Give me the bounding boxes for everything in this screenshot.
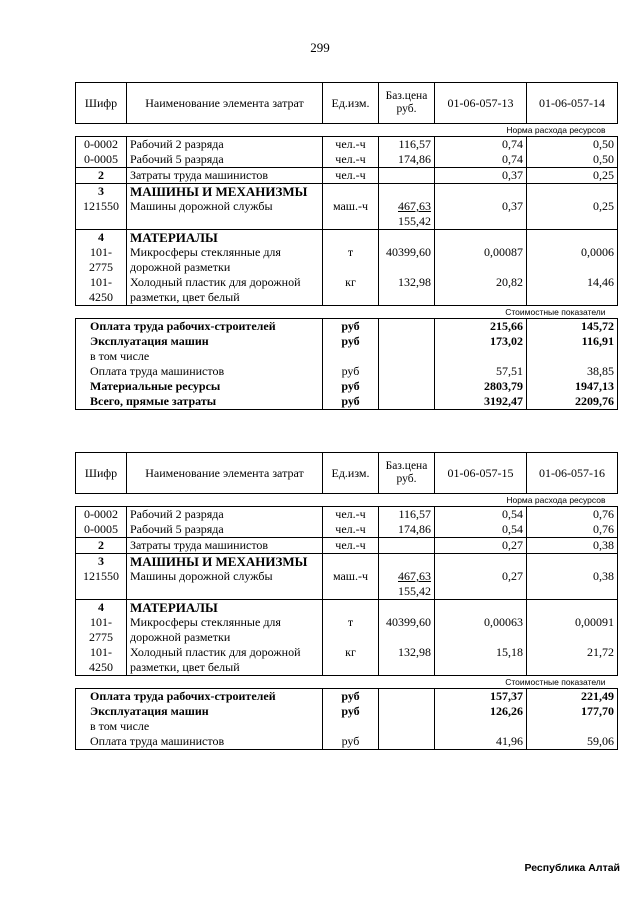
code-cell: 3 bbox=[76, 554, 127, 570]
unit-cell bbox=[323, 554, 379, 570]
totals-value bbox=[527, 349, 618, 364]
totals-unit: руб bbox=[323, 379, 379, 394]
totals-row bbox=[76, 719, 618, 734]
totals-value: 221,49 bbox=[527, 689, 618, 705]
value-cell: 0,74 bbox=[435, 152, 527, 168]
name-cell: Машины дорожной службы bbox=[127, 569, 323, 600]
table-row bbox=[76, 184, 618, 200]
totals-empty bbox=[379, 379, 435, 394]
price-cell bbox=[379, 184, 435, 200]
unit-cell: чел.-ч bbox=[323, 168, 379, 184]
totals-value bbox=[527, 719, 618, 734]
totals-value bbox=[435, 719, 527, 734]
table-row bbox=[76, 168, 618, 184]
code-cell: 2 bbox=[76, 538, 127, 554]
totals-empty bbox=[379, 734, 435, 750]
name-cell: МАТЕРИАЛЫ bbox=[127, 230, 323, 246]
totals-value: 116,91 bbox=[527, 334, 618, 349]
totals-unit: руб bbox=[323, 734, 379, 750]
unit-cell: чел.-ч bbox=[323, 137, 379, 153]
price-cell bbox=[379, 230, 435, 246]
totals-name: Оплата труда машинистов bbox=[76, 364, 323, 379]
totals-row bbox=[76, 704, 618, 719]
price-secondary: 155,42 bbox=[398, 214, 431, 228]
header-name: Наименование элемента затрат bbox=[127, 83, 323, 124]
value-cell: 20,82 bbox=[435, 275, 527, 306]
header-col1: 01-06-057-13 bbox=[435, 83, 527, 124]
code-cell: 101-4250 bbox=[76, 275, 127, 306]
value-cell bbox=[435, 184, 527, 200]
name-cell: Рабочий 5 разряда bbox=[127, 522, 323, 538]
table-row bbox=[76, 507, 618, 523]
totals-name: Эксплуатация машин bbox=[76, 704, 323, 719]
totals-row bbox=[76, 364, 618, 379]
table-header-row bbox=[76, 83, 618, 124]
code-cell: 121550 bbox=[76, 199, 127, 230]
price-secondary: 155,42 bbox=[398, 584, 431, 598]
code-cell: 101-4250 bbox=[76, 645, 127, 676]
name-cell: Микросферы стеклянные для дорожной разметки bbox=[127, 245, 323, 275]
totals-empty bbox=[379, 319, 435, 335]
table-row bbox=[76, 600, 618, 616]
price-value: 174,86 bbox=[398, 152, 431, 166]
table-row bbox=[76, 522, 618, 538]
table-row bbox=[76, 199, 618, 230]
totals-value: 177,70 bbox=[527, 704, 618, 719]
value-cell bbox=[435, 230, 527, 246]
totals-unit bbox=[323, 719, 379, 734]
totals-name: Оплата труда машинистов bbox=[76, 734, 323, 750]
totals-name: в том числе bbox=[76, 719, 323, 734]
price-value: 467,63 bbox=[398, 569, 431, 583]
totals-empty bbox=[379, 394, 435, 410]
price-cell bbox=[379, 168, 435, 184]
code-cell: 2 bbox=[76, 168, 127, 184]
table-row bbox=[76, 538, 618, 554]
price-cell bbox=[379, 199, 435, 230]
totals-value: 38,85 bbox=[527, 364, 618, 379]
unit-cell: чел.-ч bbox=[323, 507, 379, 523]
unit-cell bbox=[323, 230, 379, 246]
totals-row bbox=[76, 319, 618, 335]
code-cell: 3 bbox=[76, 184, 127, 200]
price-cell bbox=[379, 600, 435, 616]
unit-cell: т bbox=[323, 245, 379, 275]
code-cell: 0-0002 bbox=[76, 137, 127, 153]
value-cell: 0,00063 bbox=[435, 615, 527, 645]
name-cell: Рабочий 2 разряда bbox=[127, 137, 323, 153]
name-cell: Рабочий 5 разряда bbox=[127, 152, 323, 168]
totals-empty bbox=[379, 719, 435, 734]
cost-label-row bbox=[76, 676, 618, 689]
name-cell: МАТЕРИАЛЫ bbox=[127, 600, 323, 616]
table-row bbox=[76, 275, 618, 306]
value-cell bbox=[527, 184, 618, 200]
value-cell: 14,46 bbox=[527, 275, 618, 306]
unit-cell: т bbox=[323, 615, 379, 645]
totals-value: 157,37 bbox=[435, 689, 527, 705]
table-header-row bbox=[76, 453, 618, 494]
value-cell: 21,72 bbox=[527, 645, 618, 676]
unit-cell: чел.-ч bbox=[323, 522, 379, 538]
table-row bbox=[76, 645, 618, 676]
totals-unit: руб bbox=[323, 364, 379, 379]
totals-value: 3192,47 bbox=[435, 394, 527, 410]
unit-cell bbox=[323, 600, 379, 616]
totals-value: 215,66 bbox=[435, 319, 527, 335]
norm-label-row bbox=[76, 124, 618, 137]
value-cell bbox=[527, 600, 618, 616]
name-cell: Холодный пластик для дорожной разметки, цвет белый bbox=[127, 645, 323, 676]
price-value: 132,98 bbox=[398, 645, 431, 659]
resource-table-2 bbox=[75, 452, 618, 750]
totals-row bbox=[76, 349, 618, 364]
norm-label-row bbox=[76, 494, 618, 507]
header-name: Наименование элемента затрат bbox=[127, 453, 323, 494]
price-cell bbox=[379, 137, 435, 153]
totals-row bbox=[76, 334, 618, 349]
code-cell: 0-0005 bbox=[76, 152, 127, 168]
value-cell: 0,38 bbox=[527, 569, 618, 600]
value-cell: 0,0006 bbox=[527, 245, 618, 275]
header-col2: 01-06-057-14 bbox=[527, 83, 618, 124]
unit-cell: кг bbox=[323, 645, 379, 676]
value-cell: 0,37 bbox=[435, 168, 527, 184]
totals-value: 145,72 bbox=[527, 319, 618, 335]
totals-unit: руб bbox=[323, 704, 379, 719]
totals-empty bbox=[379, 689, 435, 705]
totals-row bbox=[76, 379, 618, 394]
name-cell: Микросферы стеклянные для дорожной разметки bbox=[127, 615, 323, 645]
totals-name: Эксплуатация машин bbox=[76, 334, 323, 349]
totals-unit: руб bbox=[323, 319, 379, 335]
totals-value: 2209,76 bbox=[527, 394, 618, 410]
page-number: 299 bbox=[310, 40, 330, 55]
code-cell: 0-0005 bbox=[76, 522, 127, 538]
value-cell: 0,37 bbox=[435, 199, 527, 230]
value-cell bbox=[527, 230, 618, 246]
price-cell bbox=[379, 645, 435, 676]
totals-value: 1947,13 bbox=[527, 379, 618, 394]
price-cell bbox=[379, 245, 435, 275]
price-cell bbox=[379, 615, 435, 645]
header-col1: 01-06-057-15 bbox=[435, 453, 527, 494]
price-value: 132,98 bbox=[398, 275, 431, 289]
totals-unit: руб bbox=[323, 394, 379, 410]
value-cell: 15,18 bbox=[435, 645, 527, 676]
header-code: Шифр bbox=[76, 83, 127, 124]
unit-cell: чел.-ч bbox=[323, 538, 379, 554]
value-cell bbox=[435, 554, 527, 570]
price-cell bbox=[379, 507, 435, 523]
name-cell: Холодный пластик для дорожной разметки, цвет белый bbox=[127, 275, 323, 306]
value-cell: 0,00091 bbox=[527, 615, 618, 645]
price-cell bbox=[379, 275, 435, 306]
table-row bbox=[76, 569, 618, 600]
unit-cell bbox=[323, 184, 379, 200]
totals-name: Оплата труда рабочих-строителей bbox=[76, 319, 323, 335]
norm-label: Норма расхода ресурсов bbox=[76, 494, 618, 507]
value-cell bbox=[435, 600, 527, 616]
totals-empty bbox=[379, 334, 435, 349]
table-row bbox=[76, 554, 618, 570]
price-cell bbox=[379, 152, 435, 168]
totals-row bbox=[76, 394, 618, 410]
table-row bbox=[76, 152, 618, 168]
name-cell: Машины дорожной службы bbox=[127, 199, 323, 230]
price-value: 40399,60 bbox=[386, 245, 431, 259]
norm-label: Норма расхода ресурсов bbox=[76, 124, 618, 137]
cost-label-row bbox=[76, 306, 618, 319]
value-cell: 0,76 bbox=[527, 522, 618, 538]
totals-name: Всего, прямые затраты bbox=[76, 394, 323, 410]
price-cell bbox=[379, 569, 435, 600]
value-cell: 0,25 bbox=[527, 199, 618, 230]
totals-row bbox=[76, 734, 618, 750]
value-cell: 0,25 bbox=[527, 168, 618, 184]
name-cell: МАШИНЫ И МЕХАНИЗМЫ bbox=[127, 184, 323, 200]
unit-cell: кг bbox=[323, 275, 379, 306]
totals-unit: руб bbox=[323, 334, 379, 349]
price-cell bbox=[379, 538, 435, 554]
totals-unit: руб bbox=[323, 689, 379, 705]
totals-name: Оплата труда рабочих-строителей bbox=[76, 689, 323, 705]
name-cell: Рабочий 2 разряда bbox=[127, 507, 323, 523]
value-cell: 0,38 bbox=[527, 538, 618, 554]
header-base-price: Баз.цена руб. bbox=[379, 453, 435, 494]
totals-value bbox=[435, 349, 527, 364]
totals-name: в том числе bbox=[76, 349, 323, 364]
table-row bbox=[76, 245, 618, 275]
totals-value: 126,26 bbox=[435, 704, 527, 719]
name-cell: МАШИНЫ И МЕХАНИЗМЫ bbox=[127, 554, 323, 570]
price-value: 467,63 bbox=[398, 199, 431, 213]
totals-value: 173,02 bbox=[435, 334, 527, 349]
unit-cell: маш.-ч bbox=[323, 199, 379, 230]
footer-region: Республика Алтай bbox=[524, 862, 620, 874]
cost-label: Стоимостные показатели bbox=[76, 306, 618, 319]
unit-cell: чел.-ч bbox=[323, 152, 379, 168]
totals-row bbox=[76, 689, 618, 705]
totals-value: 41,96 bbox=[435, 734, 527, 750]
price-value: 40399,60 bbox=[386, 615, 431, 629]
code-cell: 101-2775 bbox=[76, 615, 127, 645]
price-cell bbox=[379, 554, 435, 570]
totals-empty bbox=[379, 704, 435, 719]
price-value: 116,57 bbox=[398, 507, 431, 521]
code-cell: 0-0002 bbox=[76, 507, 127, 523]
value-cell: 0,27 bbox=[435, 538, 527, 554]
totals-unit bbox=[323, 349, 379, 364]
code-cell: 121550 bbox=[76, 569, 127, 600]
value-cell: 0,27 bbox=[435, 569, 527, 600]
table-row bbox=[76, 230, 618, 246]
unit-cell: маш.-ч bbox=[323, 569, 379, 600]
price-cell bbox=[379, 522, 435, 538]
value-cell: 0,54 bbox=[435, 507, 527, 523]
name-cell: Затраты труда машинистов bbox=[127, 168, 323, 184]
totals-name: Материальные ресурсы bbox=[76, 379, 323, 394]
header-code: Шифр bbox=[76, 453, 127, 494]
name-cell: Затраты труда машинистов bbox=[127, 538, 323, 554]
value-cell: 0,54 bbox=[435, 522, 527, 538]
code-cell: 101-2775 bbox=[76, 245, 127, 275]
totals-value: 57,51 bbox=[435, 364, 527, 379]
value-cell: 0,00087 bbox=[435, 245, 527, 275]
value-cell: 0,50 bbox=[527, 152, 618, 168]
price-value: 116,57 bbox=[398, 137, 431, 151]
header-base-price: Баз.цена руб. bbox=[379, 83, 435, 124]
totals-empty bbox=[379, 364, 435, 379]
totals-value: 2803,79 bbox=[435, 379, 527, 394]
table-row bbox=[76, 615, 618, 645]
header-unit: Ед.изм. bbox=[323, 83, 379, 124]
totals-value: 59,06 bbox=[527, 734, 618, 750]
totals-empty bbox=[379, 349, 435, 364]
value-cell: 0,74 bbox=[435, 137, 527, 153]
header-unit: Ед.изм. bbox=[323, 453, 379, 494]
value-cell: 0,50 bbox=[527, 137, 618, 153]
value-cell bbox=[527, 554, 618, 570]
table-row bbox=[76, 137, 618, 153]
code-cell: 4 bbox=[76, 600, 127, 616]
header-col2: 01-06-057-16 bbox=[527, 453, 618, 494]
cost-label: Стоимостные показатели bbox=[76, 676, 618, 689]
code-cell: 4 bbox=[76, 230, 127, 246]
resource-table-1 bbox=[75, 82, 618, 410]
price-value: 174,86 bbox=[398, 522, 431, 536]
value-cell: 0,76 bbox=[527, 507, 618, 523]
